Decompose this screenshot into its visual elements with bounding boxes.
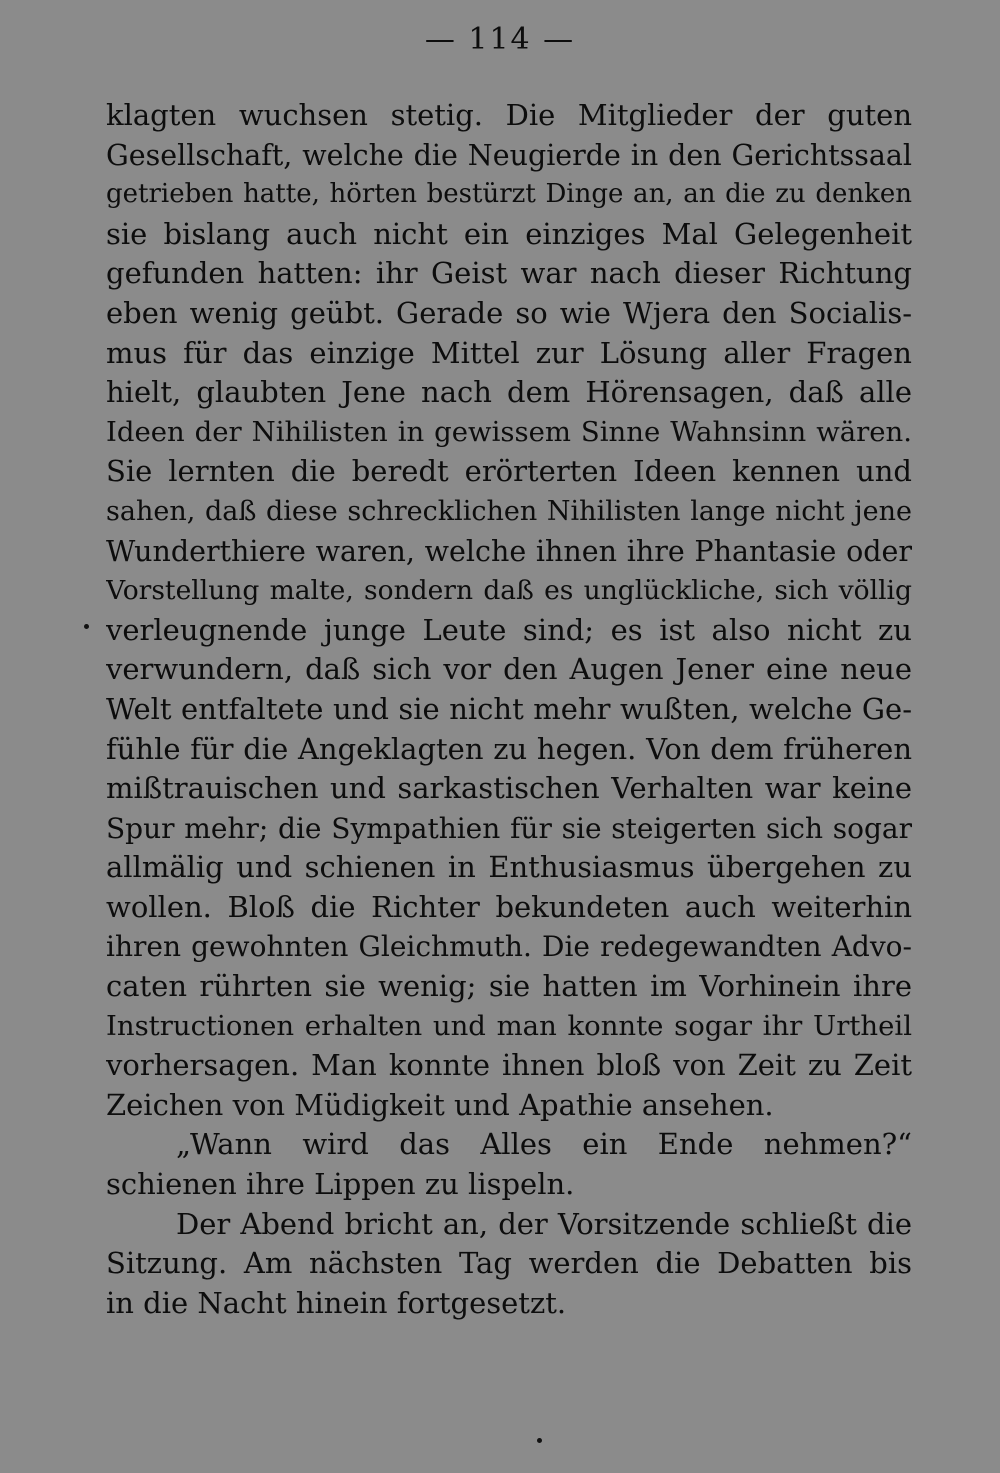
text-line: Welt entfaltete und sie nicht mehr wußten, welche Ge-: [106, 691, 912, 726]
text-line: Zeichen von Müdigkeit und Apathie ansehen.: [106, 1087, 774, 1122]
text-line: schienen ihre Lippen zu lispeln.: [106, 1167, 575, 1202]
text-line: vorhersagen. Man konnte ihnen bloß von Zeit zu Zeit: [106, 1048, 912, 1083]
text-line: sahen, daß diese schrecklichen Nihilisten lange nicht jene: [106, 495, 912, 527]
text-line: getrieben hatte, hörten bestürzt Dinge an, an die zu denken: [106, 179, 912, 210]
text-line: Sitzung. Am nächsten Tag werden die Debatten bis: [106, 1246, 912, 1281]
text-line: Vorstellung malte, sondern daß es unglückliche, sich völlig: [106, 575, 912, 607]
text-line: ihren gewohnten Gleichmuth. Die redegewandten Advo-: [106, 930, 912, 964]
text-line: Der Abend bricht an, der Vorsitzende schließt die: [176, 1206, 912, 1241]
text-line: sie bislang auch nicht ein einziges Mal Gelegenheit: [106, 216, 912, 251]
text-line: mus für das einzige Mittel zur Lösung aller Fragen: [106, 335, 912, 370]
text-line: Sie lernten die beredt erörterten Ideen kennen und: [106, 454, 912, 489]
text-line: verleugnende junge Leute sind; es ist also nicht zu: [106, 612, 912, 647]
text-line: „Wann wird das Alles ein Ende nehmen?“: [176, 1127, 912, 1162]
text-line: Ideen der Nihilisten in gewissem Sinne Wahnsinn wären.: [106, 415, 912, 448]
text-line: Gesellschaft, welche die Neugierde in den Gerichtssaal: [106, 138, 912, 172]
print-speck: [84, 624, 89, 629]
print-speck: [537, 1438, 542, 1443]
body-text: [106, 96, 912, 1323]
text-line: klagten wuchsen stetig. Die Mitglieder der guten: [106, 98, 912, 132]
text-line: eben wenig geübt. Gerade so wie Wjera den Socialis-: [106, 295, 912, 330]
text-line: wollen. Bloß die Richter bekundeten auch weiterhin: [106, 889, 912, 924]
text-line: gefunden hatten: ihr Geist war nach dieser Richtung: [106, 256, 912, 291]
text-line: hielt, glaubten Jene nach dem Hörensagen, daß alle: [106, 375, 912, 410]
text-line: mißtrauischen und sarkastischen Verhalten war keine: [106, 771, 912, 806]
text-line: caten rührten sie wenig; sie hatten im Vorhinein ihre: [106, 969, 912, 1004]
text-line: Spur mehr; die Sympathien für sie steigerten sich sogar: [106, 811, 912, 845]
text-line: fühle für die Angeklagten zu hegen. Von dem früheren: [106, 731, 912, 766]
text-line: verwundern, daß sich vor den Augen Jener eine neue: [106, 652, 912, 687]
page-number: — 114 —: [424, 22, 576, 57]
text-line: Wunderthiere waren, welche ihnen ihre Phantasie oder: [106, 534, 912, 568]
text-line: Instructionen erhalten und man konnte sogar ihr Urtheil: [106, 1009, 912, 1042]
text-line: allmälig und schienen in Enthusiasmus übergehen zu: [106, 850, 912, 885]
text-line: in die Nacht hinein fortgesetzt.: [106, 1285, 567, 1320]
